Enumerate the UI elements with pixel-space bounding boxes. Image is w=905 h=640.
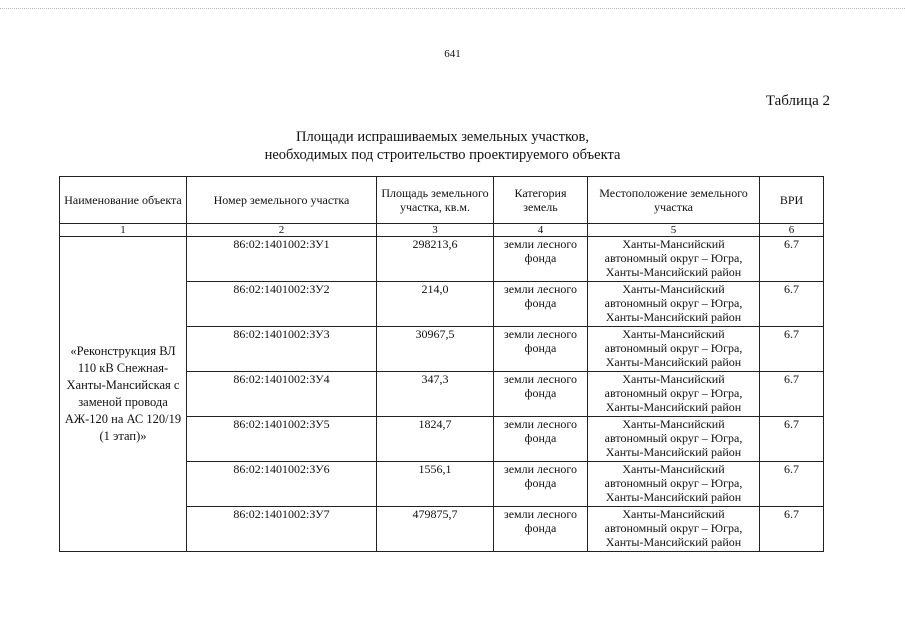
- vri-code: 6.7: [760, 327, 824, 372]
- plot-location: Ханты-Мансийский автономный округ – Югра, Ханты-Мансийский район: [588, 327, 760, 372]
- header-plot-area: Площадь земельного участка, кв.м.: [377, 177, 494, 224]
- plot-location: Ханты-Мансийский автономный округ – Югра, Ханты-Мансийский район: [588, 417, 760, 462]
- page-number: 641: [444, 48, 461, 60]
- header-location: Местоположение земельного участка: [588, 177, 760, 224]
- plot-number: 86:02:1401002:ЗУ1: [187, 237, 377, 282]
- column-number-row: [60, 224, 824, 237]
- land-category: земли лесного фонда: [494, 507, 588, 552]
- scan-edge-line: [0, 8, 905, 9]
- plot-number: 86:02:1401002:ЗУ7: [187, 507, 377, 552]
- land-category: земли лесного фонда: [494, 462, 588, 507]
- plot-number: 86:02:1401002:ЗУ3: [187, 327, 377, 372]
- column-number: 3: [377, 224, 494, 237]
- column-number: 2: [187, 224, 377, 237]
- vri-code: 6.7: [760, 417, 824, 462]
- plot-number: 86:02:1401002:ЗУ5: [187, 417, 377, 462]
- table-row: [60, 237, 824, 282]
- table-header-row: [60, 177, 824, 224]
- plot-number: 86:02:1401002:ЗУ6: [187, 462, 377, 507]
- column-number: 1: [60, 224, 187, 237]
- land-category: земли лесного фонда: [494, 237, 588, 282]
- plot-area: 30967,5: [377, 327, 494, 372]
- vri-code: 6.7: [760, 237, 824, 282]
- land-category: земли лесного фонда: [494, 372, 588, 417]
- table-title-line-2: необходимых под строительство проектируемого объекта: [264, 147, 621, 163]
- table-label: Таблица 2: [765, 93, 830, 109]
- header-vri: ВРИ: [760, 177, 824, 224]
- land-category: земли лесного фонда: [494, 282, 588, 327]
- header-object-name: Наименование объекта: [60, 177, 187, 224]
- plot-area: 214,0: [377, 282, 494, 327]
- plot-number: 86:02:1401002:ЗУ4: [187, 372, 377, 417]
- column-number: 5: [588, 224, 760, 237]
- table-title-line-1: Площади испрашиваемых земельных участков,: [296, 129, 589, 145]
- plot-area: 1556,1: [377, 462, 494, 507]
- plot-location: Ханты-Мансийский автономный округ – Югра, Ханты-Мансийский район: [588, 237, 760, 282]
- vri-code: 6.7: [760, 507, 824, 552]
- column-number: 6: [760, 224, 824, 237]
- plot-area: 1824,7: [377, 417, 494, 462]
- vri-code: 6.7: [760, 372, 824, 417]
- land-category: земли лесного фонда: [494, 417, 588, 462]
- plot-area: 479875,7: [377, 507, 494, 552]
- header-plot-number: Номер земельного участка: [187, 177, 377, 224]
- plot-location: Ханты-Мансийский автономный округ – Югра, Ханты-Мансийский район: [588, 462, 760, 507]
- table-title: [0, 128, 885, 164]
- column-number: 4: [494, 224, 588, 237]
- vri-code: 6.7: [760, 282, 824, 327]
- plot-area: 298213,6: [377, 237, 494, 282]
- land-plots-table: [59, 176, 824, 552]
- header-land-category: Категория земель: [494, 177, 588, 224]
- plot-number: 86:02:1401002:ЗУ2: [187, 282, 377, 327]
- plot-location: Ханты-Мансийский автономный округ – Югра, Ханты-Мансийский район: [588, 507, 760, 552]
- vri-code: 6.7: [760, 462, 824, 507]
- plot-area: 347,3: [377, 372, 494, 417]
- land-category: земли лесного фонда: [494, 327, 588, 372]
- plot-location: Ханты-Мансийский автономный округ – Югра, Ханты-Мансийский район: [588, 372, 760, 417]
- object-name-cell: «Реконструкция ВЛ 110 кВ Снежная-Ханты-Мансийская с заменой провода АЖ-120 на АС 120/19 (1 этап)»: [60, 237, 187, 552]
- plot-location: Ханты-Мансийский автономный округ – Югра, Ханты-Мансийский район: [588, 282, 760, 327]
